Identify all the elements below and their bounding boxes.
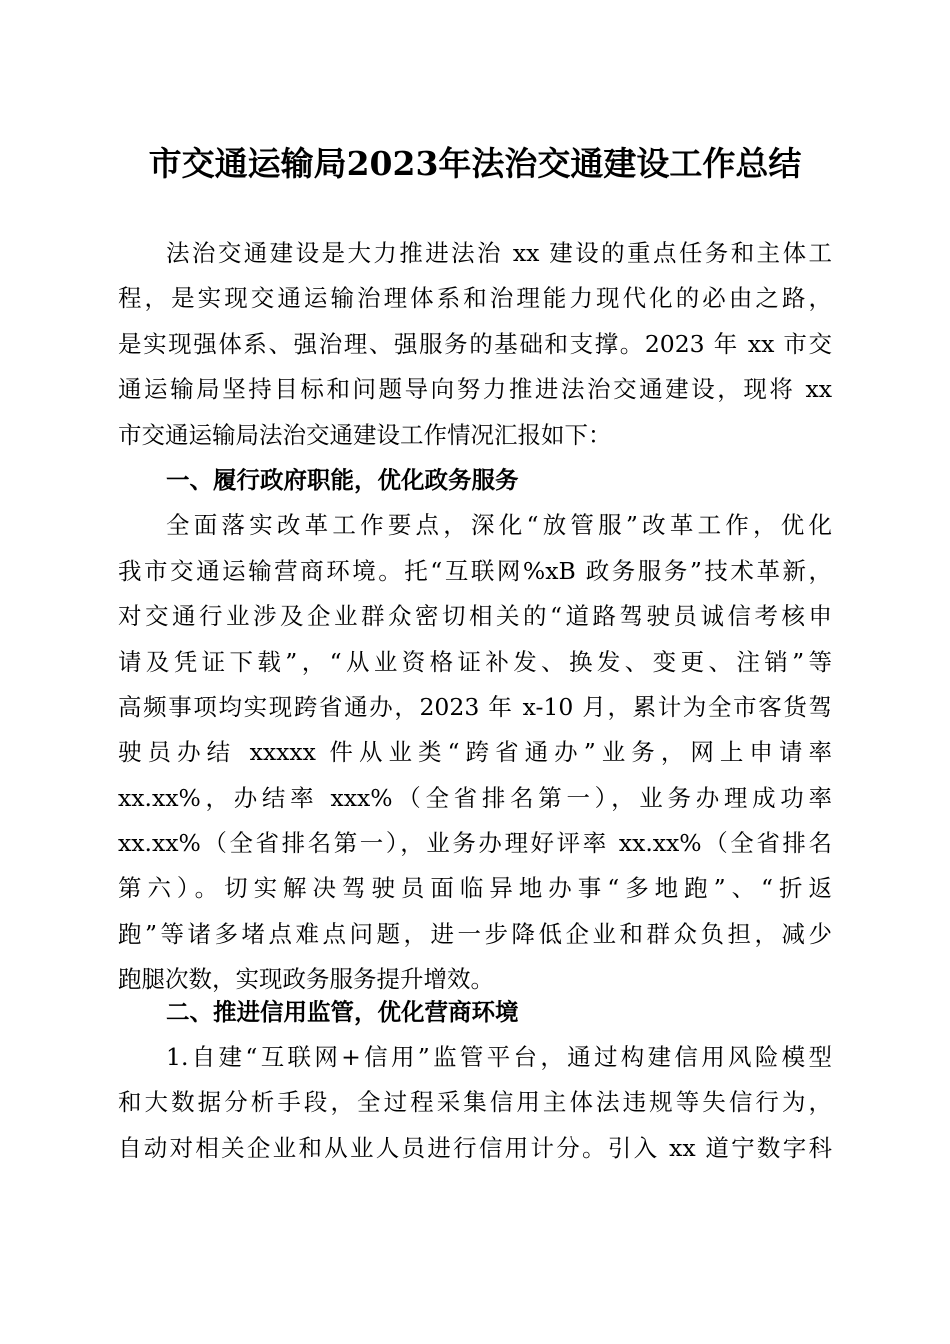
- text-line: 高频事项均实现跨省通办，2023 年 x-10 月，累计为全市客货驾: [118, 692, 832, 721]
- text-line: 全面落实改革工作要点，深化“放管服”改革工作，优化: [166, 511, 832, 540]
- section-1: [118, 458, 832, 1003]
- document-title: 市交通运输局2023年法治交通建设工作总结: [148, 144, 802, 183]
- text-line: 程，是实现交通运输治理体系和治理能力现代化的必由之路，: [118, 284, 832, 313]
- text-line: 是实现强体系、强治理、强服务的基础和支撑。2023 年 xx 市交: [118, 329, 832, 358]
- text-line: xx.xx%（全省排名第一），业务办理好评率 xx.xx%（全省排名: [118, 829, 832, 858]
- text-line: 通运输局坚持目标和问题导向努力推进法治交通建设，现将 xx: [118, 375, 832, 404]
- section-2: [118, 990, 832, 1172]
- section-heading: 一、履行政府职能，优化政务服务: [166, 465, 519, 494]
- text-line: 第六）。切实解决驾驶员面临异地办事“多地跑”、“折返: [118, 874, 832, 903]
- text-line: 市交通运输局法治交通建设工作情况汇报如下：: [118, 420, 612, 449]
- text-line: 自动对相关企业和从业人员进行信用计分。引入 xx 道宁数字科: [118, 1133, 832, 1162]
- section-heading: 二、推进信用监管，优化营商环境: [166, 997, 519, 1026]
- text-line: 跑”等诸多堵点难点问题，进一步降低企业和群众负担，减少: [118, 919, 832, 948]
- text-line: 1.自建“互联网+信用”监管平台，通过构建信用风险模型: [166, 1043, 832, 1072]
- text-line: 请及凭证下载”，“从业资格证补发、换发、变更、注销”等: [118, 647, 832, 676]
- text-line: xx.xx%，办结率 xxx%（全省排名第一），业务办理成功率: [118, 783, 832, 812]
- text-line: 驶员办结 xxxxx 件从业类“跨省通办”业务，网上申请率: [118, 738, 832, 767]
- text-line: 法治交通建设是大力推进法治 xx 建设的重点任务和主体工: [166, 239, 832, 267]
- intro-paragraph: [118, 231, 832, 458]
- document-body: [118, 231, 832, 1171]
- text-line: 和大数据分析手段，全过程采集信用主体法违规等失信行为，: [118, 1088, 832, 1117]
- text-line: 我市交通运输营商环境。托“互联网%xB 政务服务”技术革新，: [118, 556, 832, 585]
- text-line: 对交通行业涉及企业群众密切相关的“道路驾驶员诚信考核申: [118, 602, 832, 631]
- text-line: 跑腿次数，实现政务服务提升增效。: [118, 965, 494, 994]
